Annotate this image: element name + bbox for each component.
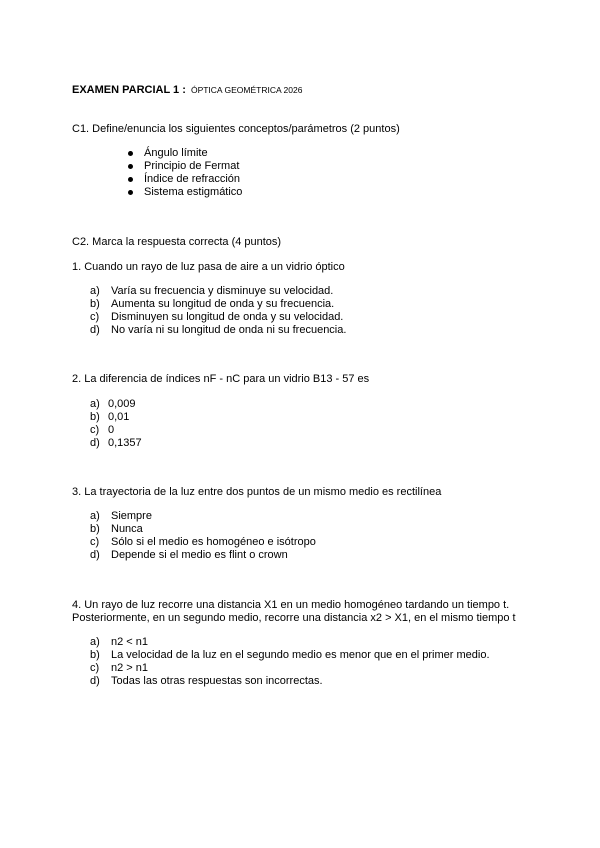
question-1-text: 1. Cuando un rayo de luz pasa de aire a un vidrio óptico	[72, 261, 345, 273]
c2-prompt: C2. Marca la respuesta correcta (4 puntos)	[72, 236, 282, 248]
bullet-icon	[128, 164, 133, 169]
option-item[interactable]: a) Siempre	[90, 510, 152, 522]
question-3-options	[90, 510, 316, 562]
option-item[interactable]: c) n2 > n1	[90, 662, 149, 674]
c1-concept-list	[128, 147, 242, 199]
c1-concept-item: Ángulo límite	[128, 147, 242, 160]
option-item[interactable]: d) 0,1357	[90, 437, 142, 449]
option-item[interactable]: a) 0,009	[90, 398, 136, 410]
exam-title	[72, 84, 302, 97]
option-item[interactable]: b) 0,01	[90, 411, 130, 423]
c1-concept-item: Principio de Fermat	[128, 160, 242, 173]
question-4-text-line1: 4. Un rayo de luz recorre una distancia X1 en un medio homogéneo tardando un tiempo t.	[72, 599, 510, 611]
exam-title-bold: EXAMEN PARCIAL 1 :	[72, 84, 186, 96]
option-item[interactable]: c) Disminuyen su longitud de onda y su velocidad.	[90, 311, 344, 323]
option-item[interactable]: d) Depende si el medio es flint o crown	[90, 549, 288, 561]
question-2-text: 2. La diferencia de índices nF - nC para un vidrio B13 - 57 es	[72, 373, 370, 385]
question-3-text: 3. La trayectoria de la luz entre dos puntos de un mismo medio es rectilínea	[72, 486, 442, 498]
exam-title-subject: ÓPTICA GEOMÉTRICA 2026	[190, 85, 303, 95]
option-item[interactable]: c) 0	[90, 424, 115, 436]
option-item[interactable]: a) n2 < n1	[90, 636, 149, 648]
bullet-icon	[128, 177, 133, 182]
option-item[interactable]: b) Aumenta su longitud de onda y su frecuencia.	[90, 298, 335, 310]
option-item[interactable]: a) Varía su frecuencia y disminuye su velocidad.	[90, 285, 334, 297]
question-1-options	[90, 285, 346, 337]
option-item[interactable]: d) Todas las otras respuestas son incorrectas.	[90, 675, 323, 687]
c1-concept-item: Sistema estigmático	[128, 186, 242, 199]
question-4-text-line2: Posteriormente, en un segundo medio, recorre una distancia x2 > X1, en el mismo tiempo t	[72, 612, 516, 624]
question-4-options	[90, 636, 490, 688]
option-item[interactable]: c) Sólo si el medio es homogéneo e isótropo	[90, 536, 316, 548]
bullet-icon	[128, 151, 133, 156]
option-item[interactable]: b) La velocidad de la luz en el segundo medio es menor que en el primer medio.	[90, 649, 490, 661]
option-item[interactable]: b) Nunca	[90, 523, 143, 535]
c1-concept-item: Índice de refracción	[128, 173, 242, 186]
bullet-icon	[128, 190, 133, 195]
c1-prompt: C1. Define/enuncia los siguientes conceptos/parámetros (2 puntos)	[72, 123, 400, 135]
option-item[interactable]: d) No varía ni su longitud de onda ni su frecuencia.	[90, 324, 347, 336]
question-2-options	[90, 398, 142, 450]
